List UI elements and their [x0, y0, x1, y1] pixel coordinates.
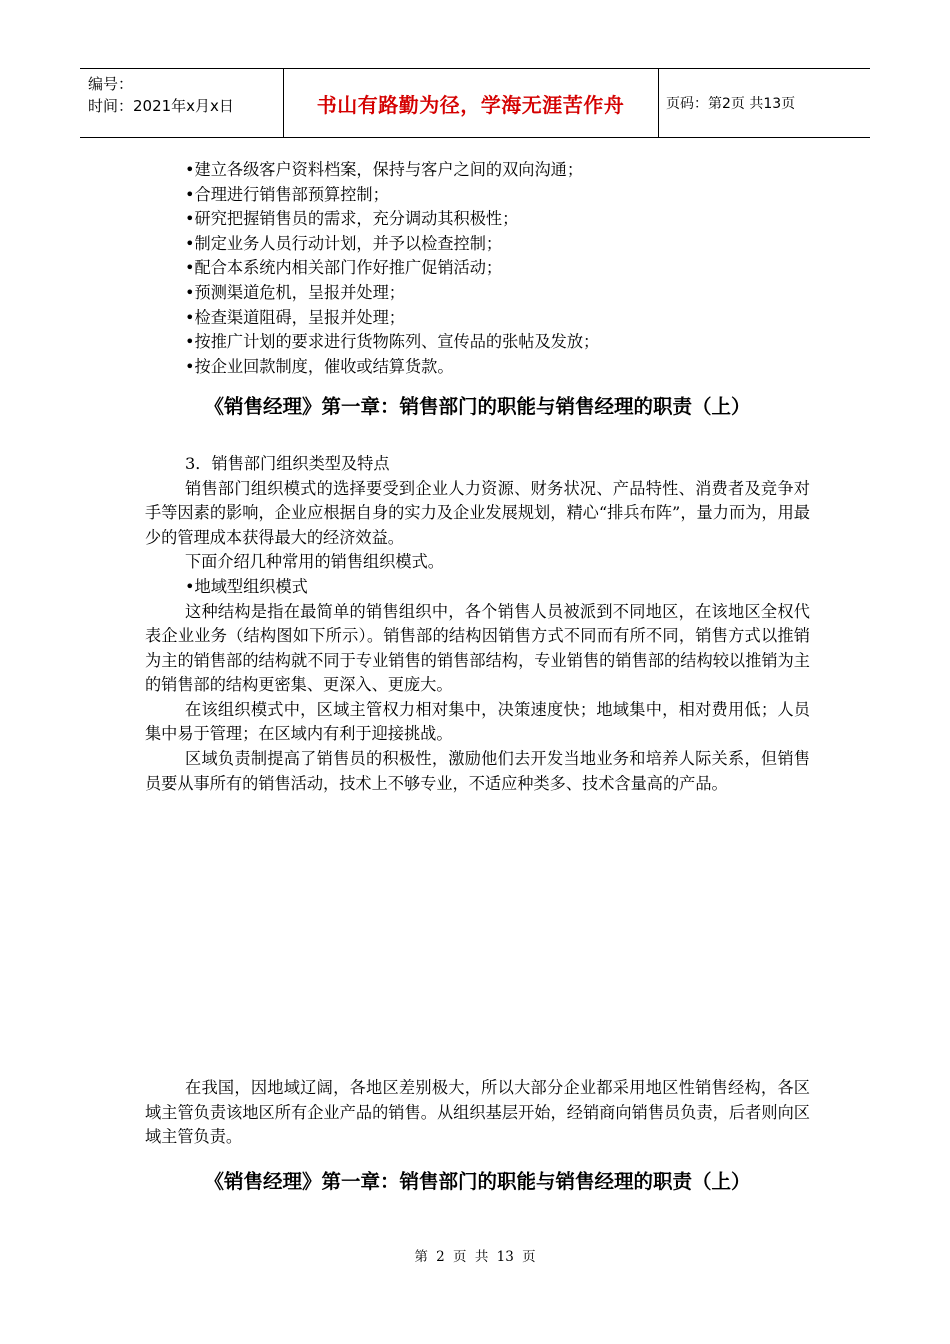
header-page-info: 页码：第2页 共13页 — [666, 96, 796, 112]
paragraph: 这种结构是指在最简单的销售组织中，各个销售人员被派到不同地区，在该地区全权代表企业业务（结构图如下所示）。销售部的结构因销售方式不同而有所不同，销售方式以推销为主的销售部的结构就不同于专业销售的销售部结构，专业销售的销售部的结构较以推销为主的销售部的结构更密集、更深入、更庞大。 — [145, 601, 810, 695]
list-item: •制定业务人员行动计划，并予以检查控制； — [185, 233, 503, 253]
paragraph: 在该组织模式中，区域主管权力相对集中，决策速度快；地域集中，相对费用低；人员集中易于管理；在区域内有利于迎接挑战。 — [145, 699, 810, 744]
list-item: •建立各级客户资料档案，保持与客户之间的双向沟通； — [185, 160, 584, 179]
header-divider — [658, 69, 659, 137]
page-header — [80, 68, 870, 138]
sub-heading: •地域型组织模式 — [185, 576, 308, 596]
list-item: •检查渠道阻碍，呈报并处理； — [185, 307, 405, 327]
header-number: 编号： — [88, 75, 134, 93]
header-meta — [88, 73, 288, 117]
duty-bullet-list — [145, 158, 810, 379]
header-motto: 书山有路勤为径，学海无涯苦作舟 — [316, 92, 625, 117]
document-body — [145, 158, 810, 796]
list-item: •研究把握销售员的需求，充分调动其积极性； — [185, 209, 519, 229]
paragraph: 在我国，因地域辽阔，各地区差别极大，所以大部分企业都采用地区性销售经构，各区域主管负责该地区所有企业产品的销售。从组织基层开始，经销商向销售员负责，后者则向区域主管负责。 — [145, 1078, 810, 1147]
header-date: 时间：2021年x月x日 — [88, 97, 234, 115]
list-item: •预测渠道危机，呈报并处理； — [185, 282, 405, 302]
list-item: •配合本系统内相关部门作好推广促销活动； — [185, 258, 503, 278]
list-item: •合理进行销售部预算控制； — [185, 184, 389, 204]
chapter-title: 《销售经理》第一章：销售部门的职能与销售经理的职责（上） — [204, 395, 751, 419]
paragraph: 区域负责制提高了销售员的积极性，激励他们去开发当地业务和培养人际关系，但销售员要从事所有的销售活动，技术上不够专业，不适应种类多、技术含量高的产品。 — [145, 749, 810, 793]
paragraph: 销售部门组织模式的选择要受到企业人力资源、财务状况、产品特性、消费者及竞争对手等因素的影响，企业应根据自身的实力及企业发展规划，精心“排兵布阵”，量力而为，用最少的管理成本获得最大的经济效益。 — [145, 478, 810, 547]
section-heading: 3．销售部门组织类型及特点 — [185, 453, 390, 473]
list-item: •按推广计划的要求进行货物陈列、宣传品的张帖及发放； — [185, 332, 600, 352]
chapter-title: 《销售经理》第一章：销售部门的职能与销售经理的职责（上） — [204, 1170, 751, 1193]
paragraph: 下面介绍几种常用的销售组织模式。 — [185, 552, 444, 572]
list-item: •按企业回款制度，催收或结算货款。 — [185, 356, 454, 376]
page-footer: 第 2 页 共 13 页 — [414, 1249, 536, 1265]
